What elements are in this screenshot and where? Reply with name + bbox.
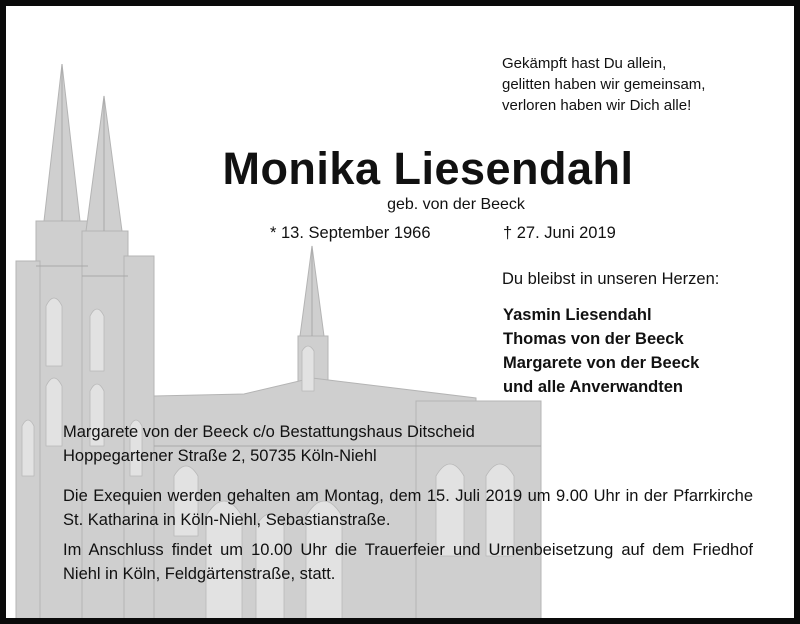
service-details: [63, 484, 753, 592]
death-date: † 27. Juni 2019: [503, 224, 616, 242]
contact-address: [63, 420, 475, 468]
address-line: Margarete von der Beeck c/o Bestattungshaus Ditscheid: [63, 423, 475, 441]
mourner-name: Thomas von der Beeck: [503, 330, 684, 348]
motto-line: gelitten haben wir gemeinsam,: [502, 76, 706, 93]
birth-date: * 13. September 1966: [270, 224, 431, 242]
mourner-name: Yasmin Liesendahl: [503, 306, 652, 324]
service-paragraph: Die Exequien werden gehalten am Montag, dem 15. Juli 2019 um 9.00 Uhr in der Pfarrkirche St. Katharina in Köln-Niehl, Sebastianstraße.: [63, 487, 753, 529]
motto: [502, 53, 705, 116]
deceased-name: Monika Liesendahl: [222, 143, 634, 194]
maiden-name: geb. von der Beeck: [387, 196, 525, 213]
farewell-line: Du bleibst in unseren Herzen:: [502, 270, 720, 288]
service-paragraph: Im Anschluss findet um 10.00 Uhr die Trauerfeier und Urnenbeisetzung auf dem Friedhof Niehl in Köln, Feldgärtenstraße, statt.: [63, 541, 753, 583]
motto-line: verloren haben wir Dich alle!: [502, 97, 692, 114]
mourner-name: Margarete von der Beeck: [503, 354, 700, 372]
mourner-name: und alle Anverwandten: [503, 378, 684, 396]
address-line: Hoppegartener Straße 2, 50735 Köln-Niehl: [63, 447, 377, 465]
mourners-list: [503, 303, 699, 399]
motto-line: Gekämpft hast Du allein,: [502, 55, 667, 72]
